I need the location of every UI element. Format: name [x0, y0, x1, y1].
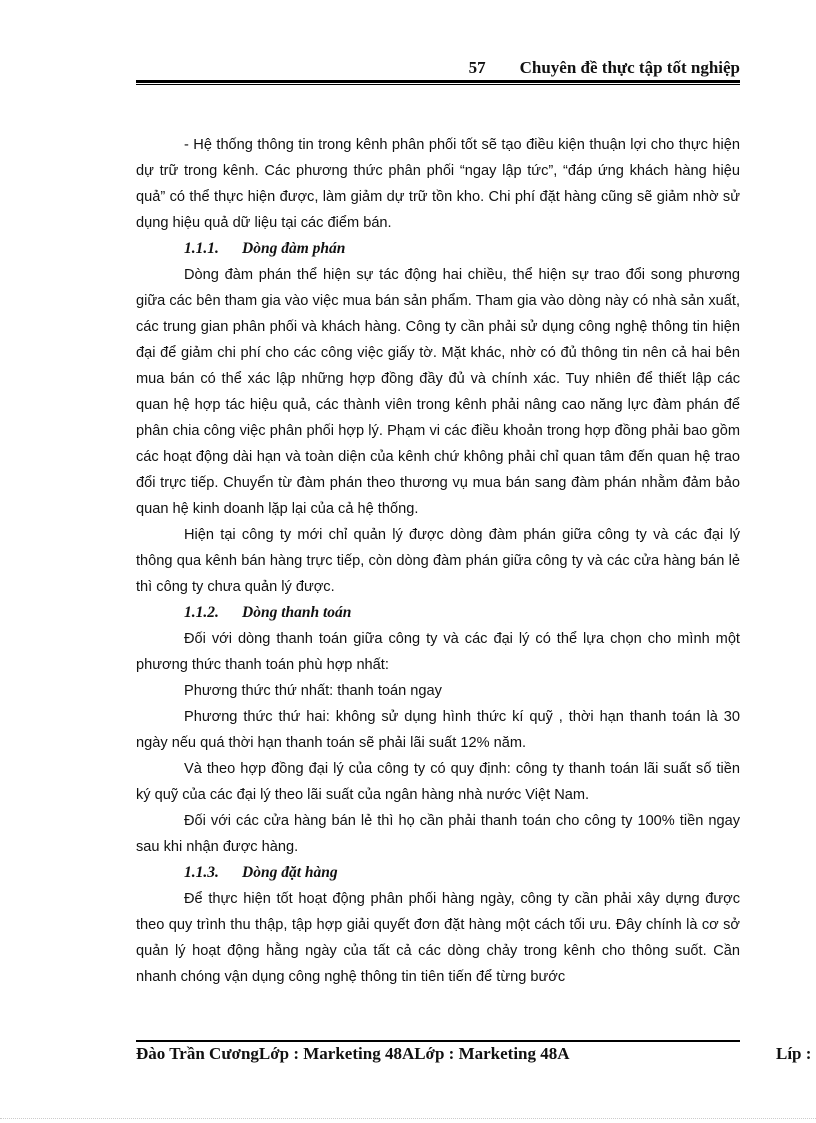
footer-right-text: Líp : [776, 1044, 812, 1063]
section-title: Dòng đặt hàng [242, 864, 338, 881]
paragraph: Dòng đàm phán thể hiện sự tác động hai chiều, thể hiện sự trao đổi song phương giữa các bên tham gia vào việc mua bán sản phẩm. Tham gia vào dòng này có nhà sản xuất, các trung gian phân phối và khách hàng. Công ty cần phải sử dụng công nghệ thông tin hiện đại để giảm chi phí cho các công việc giấy tờ. Mặt khác, nhờ có đủ thông tin nên cả hai bên mua bán có thể xác lập những hợp đồng đầy đủ và chính xác. Tuy nhiên để thiết lập các quan hệ hợp tác hiệu quả, các thành viên trong kênh phải nâng cao năng lực đàm phán để phân chia công việc phân phối hợp lý. Phạm vi các điều khoản trong hợp đồng phải bao gồm các hoạt động dài hạn và toàn diện của kênh chứ không phải chỉ quan tâm đến quan hệ trao đổi trực tiếp. Chuyển từ đàm phán theo thương vụ mua bán sang đàm phán nhằm đảm bảo quan hệ kinh doanh lặp lại của cả hệ thống. [136, 267, 740, 517]
document-body [136, 132, 740, 990]
section-title: Dòng thanh toán [242, 604, 352, 621]
footer-rule [136, 1040, 740, 1042]
section-number: 1.1.3. [184, 864, 219, 881]
section-heading [136, 860, 740, 886]
section-number: 1.1.2. [184, 604, 219, 621]
paragraph: - Hệ thống thông tin trong kênh phân phối tốt sẽ tạo điều kiện thuận lợi cho thực hiện dự trữ trong kênh. Các phương thức phân phối “ngay lập tức”, “đáp ứng khách hàng hiệu quả” có thể thực hiện được, làm giảm dự trữ tồn kho. Chi phí đặt hàng cũng sẽ giảm nhờ sử dụng hiệu quả dữ liệu tại các điểm bán. [136, 137, 740, 231]
section-heading [136, 600, 740, 626]
section-heading [136, 236, 740, 262]
page-footer [136, 1044, 816, 1070]
page-bottom-edge [0, 1118, 816, 1119]
footer-author-class: Đào Trần CươngLớp : Marketing 48ALớp : Marketing 48A [136, 1044, 570, 1063]
paragraph: Đối với các cửa hàng bán lẻ thì họ cần phải thanh toán cho công ty 100% tiền ngay sau khi nhận được hàng. [136, 813, 740, 855]
page-header [136, 58, 740, 80]
paragraph: Phương thức thứ nhất: thanh toán ngay [184, 683, 442, 699]
paragraph: Để thực hiện tốt hoạt động phân phối hàng ngày, công ty cần phải xây dựng được theo quy trình thu thập, tập hợp giải quyết đơn đặt hàng một cách tối ưu. Đây chính là cơ sở quản lý hoạt động hằng ngày của tất cả các dòng chảy trong kênh cho thông suốt. Cần nhanh chóng vận dụng công nghệ thông tin tiên tiến để từng bước [136, 891, 740, 985]
section-title: Dòng đàm phán [242, 240, 346, 257]
section-number: 1.1.1. [184, 240, 219, 257]
header-rule-thin [136, 84, 740, 85]
paragraph: Hiện tại công ty mới chỉ quản lý được dòng đàm phán giữa công ty và các đại lý thông qua kênh bán hàng trực tiếp, còn dòng đàm phán giữa công ty và các cửa hàng bán lẻ thì công ty chưa quản lý được. [136, 527, 740, 595]
header-title: Chuyên đề thực tập tốt nghiệp [519, 58, 740, 77]
paragraph: Đối với dòng thanh toán giữa công ty và các đại lý có thể lựa chọn cho mình một phương thức thanh toán phù hợp nhất: [136, 631, 740, 673]
paragraph: Và theo hợp đồng đại lý của công ty có quy định: công ty thanh toán lãi suất số tiền ký quỹ của các đại lý theo lãi suất của ngân hàng nhà nước Việt Nam. [136, 761, 740, 803]
header-rule-thick [136, 80, 740, 83]
paragraph: Phương thức thứ hai: không sử dụng hình thức kí quỹ , thời hạn thanh toán là 30 ngày nếu quá thời hạn thanh toán sẽ phải lãi suất 12% năm. [136, 709, 740, 751]
page-number: 57 [468, 58, 486, 77]
